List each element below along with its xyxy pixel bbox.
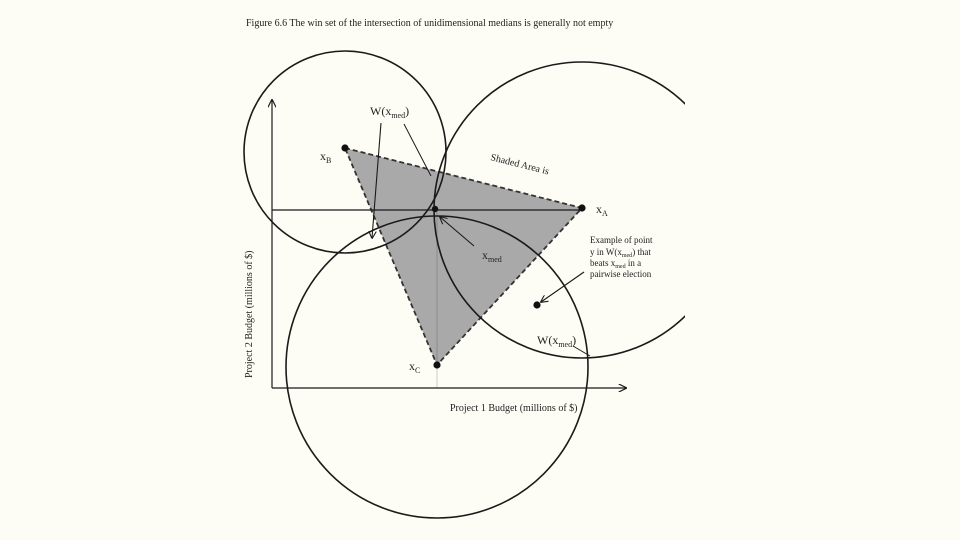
example-line-3: beats $x_{med}$ in a — [590, 258, 642, 270]
example-line-4: pairwise election — [590, 269, 652, 279]
point-xc — [433, 361, 440, 368]
x-axis-label: Project 1 Budget (millions of $) — [450, 403, 578, 414]
label-xb: $x_B$ — [320, 149, 332, 165]
label-xa: $x_A$ — [596, 202, 608, 218]
example-line-2: y in $W(x_{med})$ that — [590, 247, 651, 259]
label-xc: $x_C$ — [409, 359, 421, 375]
y-axis-label: Project 2 Budget (millions of $) — [244, 250, 255, 378]
point-xb — [341, 144, 348, 151]
point-y — [533, 301, 540, 308]
label-win-bottom: $W(x_{med})$ — [537, 333, 577, 349]
label-xmed: $x_{med}$ — [482, 248, 502, 264]
label-win-top: $W(x_{med})$ — [370, 104, 410, 120]
point-xmed — [432, 206, 438, 212]
arrow-example — [541, 272, 584, 302]
example-annotation — [590, 235, 653, 279]
example-line-1: Example of point — [590, 235, 653, 245]
label-shaded-area: Shaded Area is — [489, 152, 551, 178]
point-xa — [578, 204, 585, 211]
figure-caption: Figure 6.6 The win set of the intersection of unidimensional medians is generally not empty — [246, 18, 614, 29]
